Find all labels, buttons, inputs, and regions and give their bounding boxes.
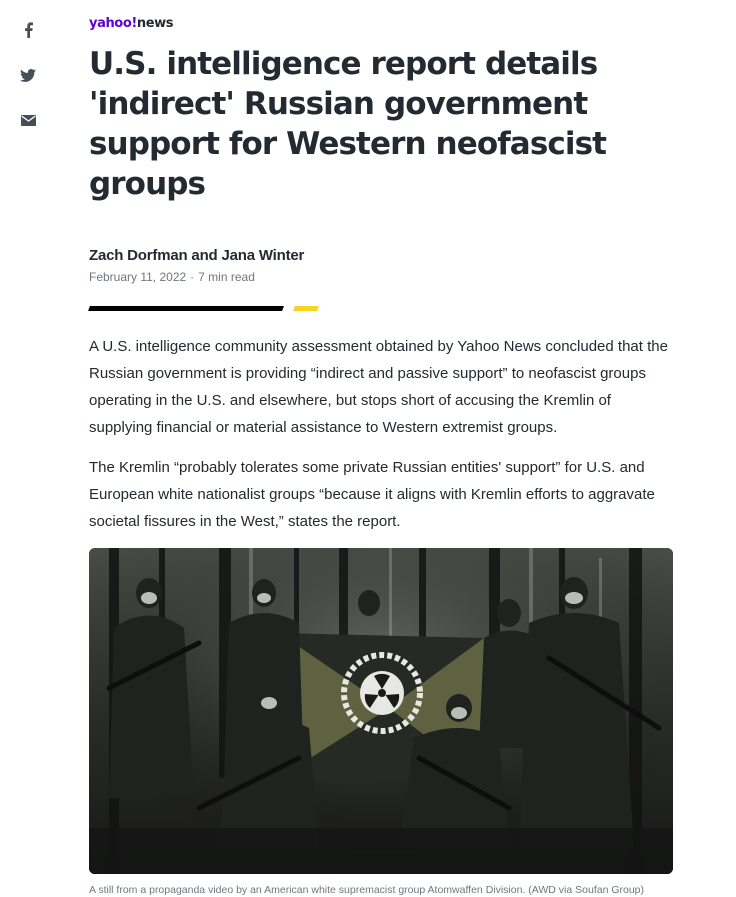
photo-caption: A still from a propaganda video by an American white supremacist group Atomwaffen Division. (AWD via Soufan Group) <box>89 884 645 896</box>
header-divider <box>89 306 719 311</box>
facebook-icon <box>24 22 33 38</box>
twitter-icon <box>20 69 36 82</box>
email-icon <box>21 115 36 126</box>
share-rail <box>16 18 40 153</box>
headline: U.S. intelligence report details 'indirect' Russian government support for Western neofascist groups <box>89 46 607 202</box>
divider-black-bar <box>88 306 284 311</box>
article-meta <box>89 270 719 284</box>
paragraph: A U.S. intelligence community assessment obtained by Yahoo News concluded that the Russian government is providing “indirect and passive support” to neofascist groups operating in the U.S. and elsewhere, but stops short of accusing the Kremlin of supplying financial or material assistance to Western extremist groups. <box>89 338 668 436</box>
read-time: 7 min read <box>198 270 255 284</box>
paragraph: The Kremlin “probably tolerates some private Russian entities' support” for U.S. and European white nationalist groups “because it aligns with Kremlin efforts to aggravate societal fissures in the West,” states the report. <box>89 459 655 530</box>
article-body <box>89 333 669 535</box>
yahoo-news-logo[interactable] <box>89 16 719 38</box>
byline-and: and <box>191 247 218 264</box>
article-photo[interactable] <box>89 548 673 874</box>
article-figure <box>89 548 673 897</box>
twitter-share-button[interactable] <box>16 63 40 87</box>
byline <box>89 247 719 264</box>
author-link[interactable]: Zach Dorfman <box>89 247 188 264</box>
author-link[interactable]: Jana Winter <box>221 247 305 264</box>
divider-yellow-bar <box>293 306 319 311</box>
photo-illustration <box>89 548 673 874</box>
article <box>89 16 719 897</box>
meta-separator: · <box>190 270 195 284</box>
email-share-button[interactable] <box>16 108 40 132</box>
facebook-share-button[interactable] <box>16 18 40 42</box>
logo-news: news <box>136 16 174 31</box>
logo-yahoo: yahoo! <box>89 16 137 31</box>
publish-date: February 11, 2022 <box>89 270 187 284</box>
